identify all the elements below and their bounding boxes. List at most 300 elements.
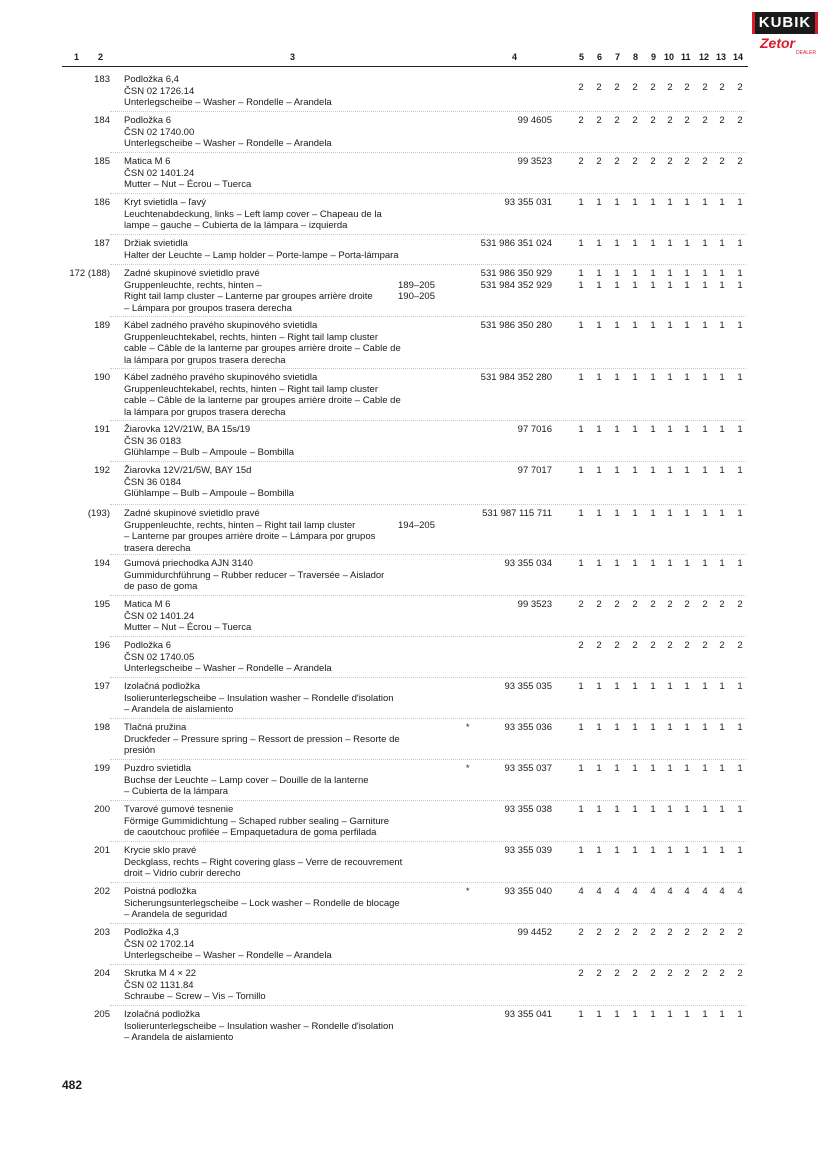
quantity-cell: 1 [578,763,584,774]
part-description [124,1009,464,1044]
quantity-cell: 1 [614,320,620,331]
row-separator [110,368,746,369]
position-number: 172 (188) [69,268,110,279]
description-line: de paso de goma [124,581,198,592]
quantity-cell: 2 [578,156,584,167]
part-name: Zadné skupinové svietidlo pravé [124,508,260,519]
description-line: Isolierunterlegscheibe – Insulation washer – Rondelle d'isolation [124,1020,394,1032]
part-name: Kábel zadného pravého skupinového svietidla [124,372,318,383]
row-separator [110,595,746,596]
part-name: Podložka 6 [124,115,172,126]
part-number: 93 355 041 [504,1009,552,1020]
quantity-cell: 1 [719,558,725,569]
quantity-cell: 1 [667,681,673,692]
quantity-cell: 1 [632,763,638,774]
quantity-cell: 2 [667,115,673,126]
part-number: 93 355 034 [504,558,552,569]
quantity-cell: 2 [684,968,690,979]
quantity-cell: 1 [684,424,690,435]
quantity-cell: 2 [578,115,584,126]
quantity-cell: 1 [578,558,584,569]
quantity-cell: 1 [684,845,690,856]
col-head: 2 [98,52,104,62]
quantity-cell: 2 [632,968,638,979]
quantity-cell: 1 [578,424,584,435]
quantity-cell: 1 [650,722,656,733]
col-head: 10 [664,52,675,62]
quantity-cell: 1 [578,722,584,733]
quantity-cell: 1 [684,372,690,383]
quantity-cell: 1 [719,238,725,249]
quantity-cell: 1 [667,465,673,476]
description-line: Schraube – Screw – Vis – Tornillo [124,991,266,1002]
quantity-cell: 2 [578,968,584,979]
quantity-cell: 2 [719,115,725,126]
quantity-cell: 1 [702,722,708,733]
quantity-cell: 4 [667,886,673,897]
quantity-cell: 2 [632,599,638,610]
quantity-cell: 1 [667,508,673,519]
quantity-cell: 2 [702,599,708,610]
position-number: 183 [94,74,110,85]
description-line: trasera derecha [124,542,191,554]
quantity-cell: 1 [614,722,620,733]
col-head: 5 [579,52,585,62]
quantity-cell: 1 [596,197,602,208]
row-separator [110,193,746,194]
quantity-cell: 1 [596,268,602,279]
quantity-cell: 2 [632,82,638,93]
description-line: Deckglass, rechts – Right covering glass – Verre de recouvrement [124,856,403,868]
quantity-cell: 1 [702,320,708,331]
quantity-cell: 1 [614,558,620,569]
quantity-cell: 1 [614,804,620,815]
position-number: 205 [94,1009,110,1020]
quantity-cell: 1 [702,804,708,815]
quantity-cell: 1 [596,424,602,435]
quantity-cell: 2 [650,82,656,93]
quantity-cell: 1 [632,1009,638,1020]
quantity-cell: 1 [737,279,743,291]
quantity-cell: 1 [702,268,708,279]
quantity-cell: 1 [632,508,638,519]
quantity-cell: 1 [667,558,673,569]
description-line: Glühlampe – Bulb – Ampoule – Bombilla [124,488,295,499]
serial-range: 190–205 [398,291,435,302]
row-separator [110,111,746,112]
col-head: 3 [290,52,296,62]
col-head: 9 [651,52,657,62]
quantity-cell: 2 [684,927,690,938]
position-number: 189 [94,320,110,331]
description-line: Mutter – Nut – Écrou – Tuerca [124,179,252,190]
part-description [124,599,464,634]
quantity-cell: 2 [596,640,602,651]
quantity-cell: 2 [684,156,690,167]
row-separator [110,923,746,924]
part-name: Matica M 6 [124,599,171,610]
description-line: cable – Câble de la lanterne par groupes arrière droite – Cable de [124,343,401,354]
quantity-cell: 2 [596,82,602,93]
part-description [124,197,464,232]
quantity-cell: 1 [596,465,602,476]
part-number: 93 355 031 [504,197,552,208]
quantity-cell: 2 [737,115,743,126]
quantity-cell: 2 [667,968,673,979]
quantity-cell: 1 [596,320,602,331]
description-line: Sicherungsunterlegscheibe – Lock washer – Rondelle de blocage [124,897,400,909]
quantity-cell: 1 [702,558,708,569]
quantity-cell: 1 [614,681,620,692]
col-head: 14 [733,52,744,62]
description-line: ČSN 36 0183 [124,435,182,447]
quantity-cell: 1 [614,763,620,774]
part-name: Tvarové gumové tesnenie [124,804,234,815]
quantity-cell: 1 [667,320,673,331]
quantity-cell: 2 [614,82,620,93]
note-marker: * [466,763,470,773]
quantity-cell: 1 [614,197,620,208]
quantity-cell: 1 [702,763,708,774]
description-line: Gruppenleuchtekabel, rechts, hinten – Right tail lamp cluster [124,331,378,343]
quantity-cell: 1 [632,320,638,331]
quantity-cell: 1 [719,804,725,815]
logo-sub: Zetor [760,35,795,51]
quantity-cell: 1 [702,465,708,476]
quantity-cell: 1 [702,197,708,208]
description-line: Gummidurchführung – Rubber reducer – Traversée – Aislador [124,569,385,581]
row-separator [110,800,746,801]
quantity-cell: 1 [719,1009,725,1020]
quantity-cell: 1 [719,320,725,331]
quantity-cell: 1 [578,1009,584,1020]
col-head: 7 [615,52,621,62]
row-separator [110,504,746,505]
quantity-cell: 1 [650,558,656,569]
col-head: 4 [512,52,518,62]
quantity-cell: 1 [684,763,690,774]
quantity-cell: 1 [737,238,743,249]
part-description [124,74,464,109]
quantity-cell: 1 [737,197,743,208]
position-number: 204 [94,968,110,979]
quantity-cell: 1 [632,681,638,692]
logo-brand: KUBIK [752,12,818,34]
quantity-cell: 1 [650,1009,656,1020]
quantity-cell: 1 [632,558,638,569]
quantity-cell: 2 [702,640,708,651]
quantity-cell: 1 [650,681,656,692]
quantity-cell: 1 [737,508,743,519]
quantity-cell: 2 [719,968,725,979]
part-number: 531 987 115 711 [482,508,552,519]
position-number: 196 [94,640,110,651]
quantity-cell: 1 [650,197,656,208]
quantity-cell: 2 [702,82,708,93]
quantity-cell: 1 [578,268,584,279]
quantity-cell: 1 [737,372,743,383]
col-head: 1 [74,52,80,62]
quantity-cell: 2 [737,82,743,93]
quantity-cell: 1 [719,845,725,856]
quantity-cell: 1 [614,465,620,476]
description-line: ČSN 02 1401.24 [124,167,195,179]
part-description [124,722,464,757]
quantity-cell: 1 [596,763,602,774]
part-name: Matica M 6 [124,156,171,167]
quantity-cell: 1 [632,845,638,856]
quantity-cell: 1 [702,279,708,291]
quantity-cell: 1 [719,722,725,733]
serial-range: 189–205 [398,279,435,291]
quantity-cell: 2 [596,115,602,126]
quantity-cell: 1 [702,681,708,692]
description-line: de caoutchouc profilée – Empaquetadura de goma perfilada [124,827,377,838]
quantity-cell: 1 [719,508,725,519]
quantity-cell: 1 [667,722,673,733]
quantity-cell: 2 [737,927,743,938]
part-number: 531 984 352 280 [480,372,552,383]
quantity-cell: 1 [684,804,690,815]
quantity-cell: 1 [632,197,638,208]
position-number: 191 [94,424,110,435]
quantity-cell: 2 [684,640,690,651]
quantity-cell: 1 [596,279,602,291]
quantity-cell: 2 [632,115,638,126]
part-description [124,968,464,1003]
row-separator [110,264,746,265]
part-name: Skrutka M 4 × 22 [124,968,197,979]
position-number: 187 [94,238,110,249]
quantity-cell: 1 [596,558,602,569]
quantity-cell: 1 [614,508,620,519]
quantity-cell: 1 [614,424,620,435]
part-number: 99 4605 [517,115,552,126]
description-line: Gruppenleuchte, rechts, hinten – Right tail lamp cluster [124,519,356,531]
quantity-cell: 1 [684,558,690,569]
quantity-cell: 1 [737,681,743,692]
position-number: 192 [94,465,110,476]
description-line: cable – Câble de la lanterne par groupes arrière droite – Cable de [124,395,401,406]
quantity-cell: 2 [737,640,743,651]
quantity-cell: 2 [737,599,743,610]
quantity-cell: 1 [650,268,656,279]
part-description [124,681,464,716]
quantity-cell: 1 [702,1009,708,1020]
quantity-cell: 1 [737,424,743,435]
quantity-cell: 1 [719,424,725,435]
part-number: 93 355 036 [504,722,552,733]
quantity-cell: 1 [719,763,725,774]
position-number: 195 [94,599,110,610]
quantity-cell: 1 [650,465,656,476]
quantity-cell: 1 [667,279,673,291]
description-line: ČSN 02 1401.24 [124,610,195,622]
quantity-cell: 2 [632,640,638,651]
quantity-cell: 2 [614,599,620,610]
quantity-cell: 2 [632,927,638,938]
quantity-cell: 2 [650,968,656,979]
quantity-cell: 2 [702,156,708,167]
quantity-cell: 1 [650,804,656,815]
quantity-cell: 1 [702,238,708,249]
quantity-cell: 1 [737,268,743,279]
part-number: 531 986 350 929 [480,268,552,279]
row-separator [110,420,746,421]
row-separator [110,759,746,760]
description-line: la lámpara por grupos trasera derecha [124,406,286,418]
quantity-cell: 2 [614,156,620,167]
quantity-cell: 1 [632,372,638,383]
part-number: 531 984 352 929 [480,279,552,291]
row-separator [110,677,746,678]
quantity-cell: 1 [614,1009,620,1020]
quantity-cell: 1 [667,372,673,383]
quantity-cell: 2 [702,968,708,979]
quantity-cell: 1 [667,763,673,774]
logo-dealer: DEALER [796,50,817,56]
quantity-cell: 1 [650,279,656,291]
col-head: 8 [633,52,639,62]
part-description [124,115,464,150]
quantity-cell: 1 [578,804,584,815]
part-number: 97 7017 [517,465,552,476]
quantity-cell: 2 [614,927,620,938]
position-number: 201 [94,845,110,856]
quantity-cell: 2 [578,599,584,610]
part-description [124,424,464,459]
row-separator [110,841,746,842]
quantity-cell: 2 [719,156,725,167]
quantity-cell: 4 [737,886,743,897]
quantity-cell: 1 [596,681,602,692]
quantity-cell: 1 [702,372,708,383]
description-line: Förmige Gummidichtung – Schaped rubber sealing – Garniture [124,815,390,827]
position-number: 197 [94,681,110,692]
quantity-cell: 4 [684,886,690,897]
quantity-cell: 4 [596,886,602,897]
description-line: Right tail lamp cluster – Lanterne par groupes arrière droite [124,291,373,302]
quantity-cell: 1 [578,372,584,383]
part-number: 93 355 037 [504,763,552,774]
quantity-cell: 4 [632,886,638,897]
description-line: lampe – gauche – Cubierta de la lámpara – izquierda [124,220,348,231]
quantity-cell: 2 [650,599,656,610]
quantity-cell: 1 [596,238,602,249]
part-description [124,238,464,261]
row-separator [110,964,746,965]
description-line: droit – Vidrio cubrir derecho [124,868,241,879]
description-line: ČSN 02 1740.00 [124,126,195,138]
description-line: Unterlegscheibe – Washer – Rondelle – Arandela [124,950,332,961]
row-separator [110,461,746,462]
description-line: Unterlegscheibe – Washer – Rondelle – Arandela [124,663,332,674]
serial-range: 194–205 [398,519,435,531]
quantity-cell: 1 [737,1009,743,1020]
quantity-cell: 1 [578,320,584,331]
position-number: 198 [94,722,110,733]
quantity-cell: 1 [632,238,638,249]
description-line: Unterlegscheibe – Washer – Rondelle – Arandela [124,138,332,149]
part-number: 531 986 350 280 [480,320,552,331]
quantity-cell: 4 [702,886,708,897]
position-number: 203 [94,927,110,938]
description-line: ČSN 02 1740.05 [124,651,195,663]
position-number: 185 [94,156,110,167]
position-number: 194 [94,558,110,569]
quantity-cell: 2 [650,115,656,126]
note-marker: * [466,722,470,732]
description-line: ČSN 02 1702.14 [124,938,195,950]
row-separator [110,882,746,883]
quantity-cell: 1 [684,681,690,692]
quantity-cell: 1 [614,845,620,856]
kubik-zetor-logo [752,12,818,60]
part-name: Tlačná pružina [124,722,187,733]
quantity-cell: 2 [667,156,673,167]
description-line: Glühlampe – Bulb – Ampoule – Bombilla [124,447,295,458]
quantity-cell: 1 [719,279,725,291]
quantity-cell: 1 [737,558,743,569]
quantity-cell: 1 [702,508,708,519]
quantity-cell: 1 [632,804,638,815]
part-description [124,508,464,554]
part-description [124,927,464,962]
description-line: presión [124,745,156,756]
row-separator [110,554,746,555]
quantity-cell: 1 [596,722,602,733]
header-rule [62,66,748,67]
description-line: – Cubierta de la lámpara [124,786,229,797]
quantity-cell: 1 [684,268,690,279]
quantity-cell: 1 [702,424,708,435]
quantity-cell: 1 [578,465,584,476]
quantity-cell: 4 [650,886,656,897]
quantity-cell: 1 [737,763,743,774]
row-separator [110,316,746,317]
part-number: 93 355 039 [504,845,552,856]
description-line: Mutter – Nut – Écrou – Tuerca [124,622,252,633]
quantity-cell: 1 [614,372,620,383]
quantity-cell: 1 [667,804,673,815]
quantity-cell: 2 [719,82,725,93]
part-description [124,465,464,500]
quantity-cell: 2 [684,115,690,126]
description-line: ČSN 36 0184 [124,476,182,488]
part-name: Žiarovka 12V/21/5W, BAY 15d [124,465,252,476]
quantity-cell: 2 [684,82,690,93]
description-line: – Arandela de seguridad [124,909,227,920]
quantity-cell: 2 [667,82,673,93]
quantity-cell: 1 [632,424,638,435]
quantity-cell: 1 [578,197,584,208]
quantity-cell: 1 [684,465,690,476]
part-name: Kryt svietidla – ľavý [124,197,206,208]
quantity-cell: 1 [684,320,690,331]
part-number: 531 986 351 024 [480,238,552,249]
part-description [124,320,464,366]
part-name: Držiak svietidla [124,238,188,249]
description-line: – Arandela de aislamiento [124,1032,234,1043]
part-number: 93 355 035 [504,681,552,692]
quantity-cell: 2 [702,115,708,126]
quantity-cell: 2 [667,927,673,938]
quantity-cell: 1 [614,238,620,249]
quantity-cell: 1 [650,320,656,331]
quantity-cell: 1 [632,279,638,291]
description-line: Gruppenleuchtekabel, rechts, hinten – Right tail lamp cluster [124,383,378,395]
quantity-cell: 1 [650,372,656,383]
